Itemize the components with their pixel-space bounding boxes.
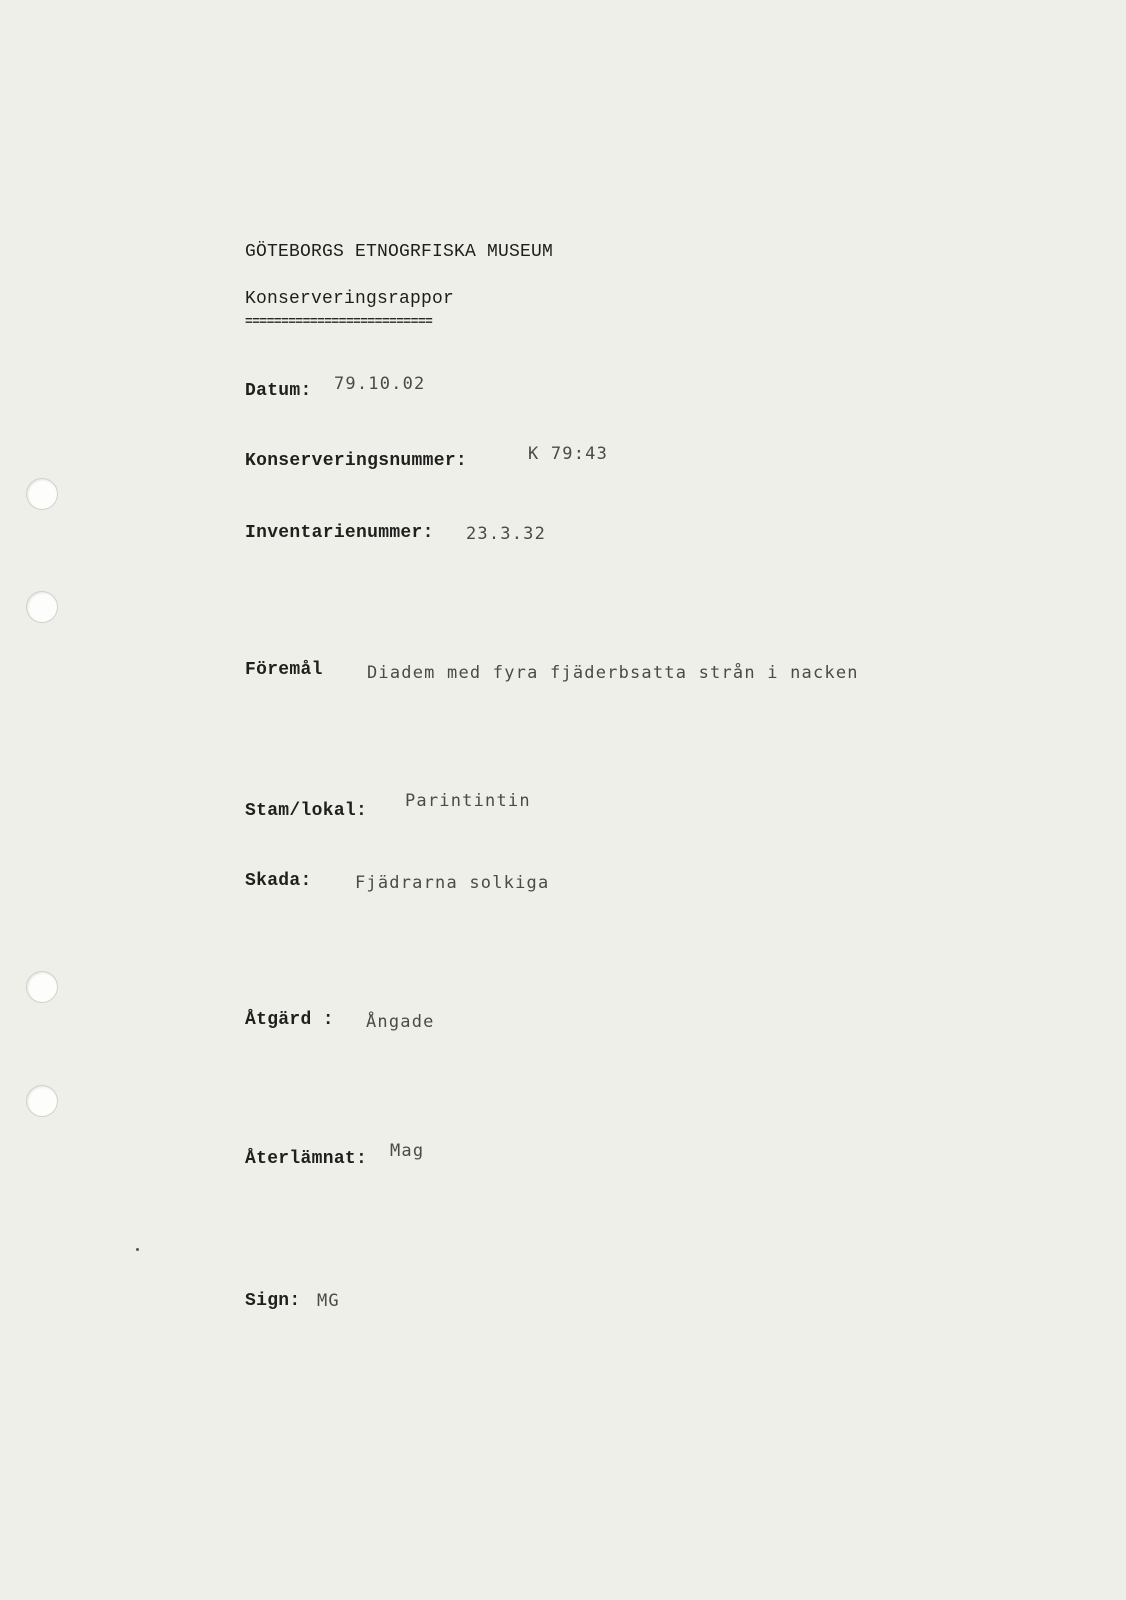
field-value-sign: MG: [317, 1291, 340, 1311]
field-label-atgard: Åtgärd :: [245, 1010, 334, 1030]
field-label-datum: Datum:: [245, 381, 312, 401]
museum-name: GÖTEBORGS ETNOGRFISKA MUSEUM: [245, 242, 554, 262]
field-label-stam-lokal: Stam/lokal:: [245, 801, 368, 821]
field-value-atgard: Ångade: [366, 1012, 435, 1032]
field-value-stam-lokal: Parintintin: [405, 791, 531, 811]
field-label-konserveringsnummer: Konserveringsnummer:: [245, 451, 468, 471]
field-label-inventarienummer: Inventarienummer:: [245, 523, 434, 543]
field-label-aterlamnat: Återlämnat:: [245, 1149, 368, 1169]
field-value-datum: 79.10.02: [334, 374, 426, 394]
field-value-foremal: Diadem med fyra fjäderbsatta strån i nacken: [367, 663, 859, 683]
field-value-skada: Fjädrarna solkiga: [355, 873, 550, 893]
field-label-foremal: Föremål: [245, 660, 323, 680]
field-label-sign: Sign:: [245, 1291, 301, 1311]
field-value-konserveringsnummer: K 79:43: [528, 444, 609, 464]
title-underline: ==========================: [245, 314, 433, 329]
punch-hole: [26, 591, 58, 623]
punch-hole: [26, 1085, 58, 1117]
punch-hole: [26, 971, 58, 1003]
punch-hole: [26, 478, 58, 510]
field-value-aterlamnat: Mag: [390, 1141, 425, 1161]
field-label-skada: Skada:: [245, 871, 312, 891]
report-title: Konserveringsrappor: [245, 289, 455, 309]
paper-speck: [136, 1248, 139, 1251]
field-value-inventarienummer: 23.3.32: [466, 524, 547, 544]
